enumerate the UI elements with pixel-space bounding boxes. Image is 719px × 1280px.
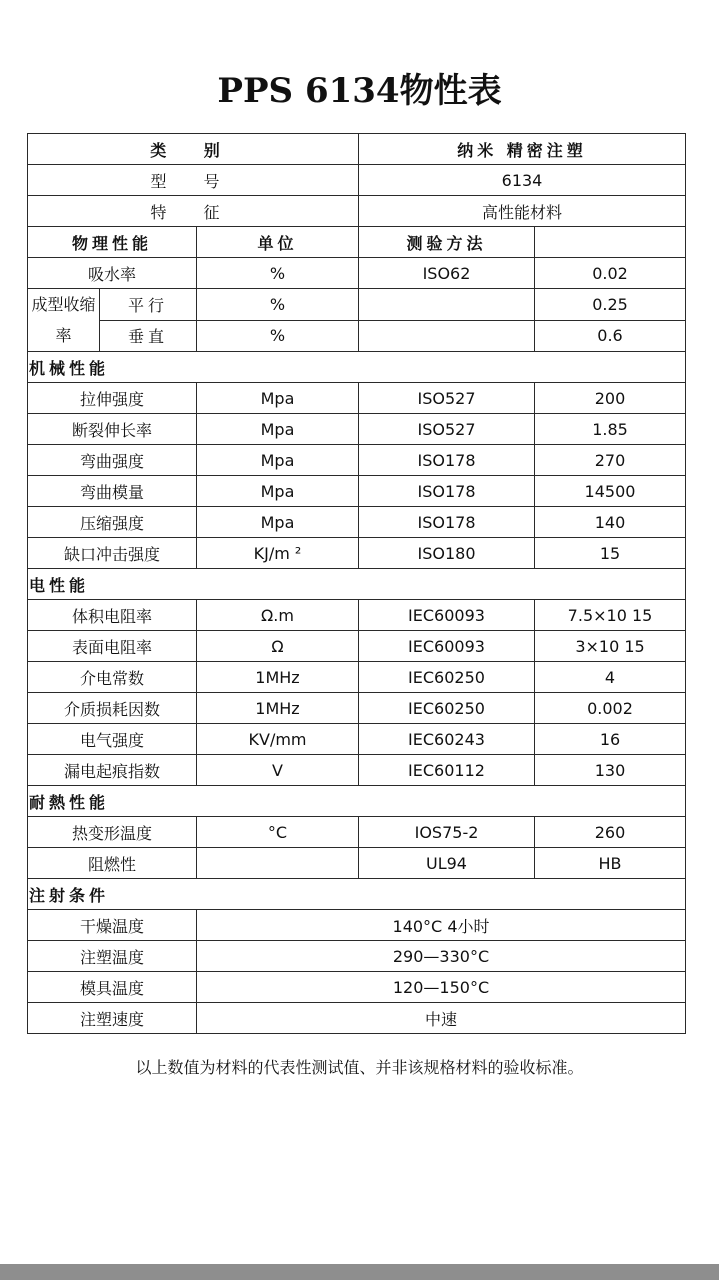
property-name: 拉伸强度: [28, 383, 197, 414]
property-name: 弯曲模量: [28, 476, 197, 507]
property-method: ISO62: [359, 258, 535, 289]
property-value: 200: [535, 383, 686, 414]
property-unit: KJ/m ²: [197, 538, 359, 569]
method-column-header: 测验方法: [359, 227, 535, 258]
table-row: [28, 445, 686, 476]
property-value: 0.002: [535, 693, 686, 724]
table-row: [28, 693, 686, 724]
property-name: 平行: [100, 289, 197, 321]
property-name: 弯曲强度: [28, 445, 197, 476]
table-row: [28, 258, 686, 289]
table-row: [28, 476, 686, 507]
property-value: HB: [535, 848, 686, 879]
table-row: [28, 631, 686, 662]
category-value: 纳米 精密注塑: [359, 134, 686, 165]
bottom-scroll-bar: [0, 1264, 719, 1280]
physical-section-label: 物理性能: [28, 227, 197, 258]
property-method: ISO180: [359, 538, 535, 569]
section-row: [28, 786, 686, 817]
property-value: 260: [535, 817, 686, 848]
section-row: [28, 352, 686, 383]
property-method: IEC60093: [359, 600, 535, 631]
property-method: ISO527: [359, 414, 535, 445]
property-name: 垂直: [100, 320, 197, 352]
table-row: [28, 817, 686, 848]
value-column-header: [535, 227, 686, 258]
condition-value: 140°C 4小时: [197, 910, 686, 941]
condition-name: 注塑速度: [28, 1003, 197, 1034]
property-name: 介电常数: [28, 662, 197, 693]
feature-row: [28, 196, 686, 227]
property-method: ISO178: [359, 476, 535, 507]
table-row: [28, 414, 686, 445]
table-row: [28, 755, 686, 786]
property-unit: 1MHz: [197, 693, 359, 724]
table-row: [28, 724, 686, 755]
table-row: [28, 941, 686, 972]
property-unit: Mpa: [197, 445, 359, 476]
property-name: 缺口冲击强度: [28, 538, 197, 569]
feature-value: 高性能材料: [359, 196, 686, 227]
property-name: 介质损耗因数: [28, 693, 197, 724]
property-name: 压缩强度: [28, 507, 197, 538]
model-label: 型 号: [28, 165, 359, 196]
table-row: [28, 538, 686, 569]
property-unit: %: [197, 320, 359, 352]
feature-label: 特 征: [28, 196, 359, 227]
property-value: 16: [535, 724, 686, 755]
property-value: 4: [535, 662, 686, 693]
property-method: IEC60250: [359, 662, 535, 693]
section-row: [28, 569, 686, 600]
table-row: [28, 848, 686, 879]
condition-value: 中速: [197, 1003, 686, 1034]
property-unit: Mpa: [197, 383, 359, 414]
property-name: 阻燃性: [28, 848, 197, 879]
condition-value: 120—150°C: [197, 972, 686, 1003]
condition-name: 模具温度: [28, 972, 197, 1003]
shrinkage-label-top: 成型收缩: [31, 295, 96, 314]
property-unit: Mpa: [197, 507, 359, 538]
property-value: 1.85: [535, 414, 686, 445]
property-method: UL94: [359, 848, 535, 879]
property-name: 电气强度: [28, 724, 197, 755]
property-name: 体积电阻率: [28, 600, 197, 631]
condition-name: 注塑温度: [28, 941, 197, 972]
property-name: 断裂伸长率: [28, 414, 197, 445]
property-value: 15: [535, 538, 686, 569]
property-value: 130: [535, 755, 686, 786]
property-unit: Mpa: [197, 476, 359, 507]
category-row: [28, 134, 686, 165]
condition-name: 干燥温度: [28, 910, 197, 941]
property-value: 7.5×10 15: [535, 600, 686, 631]
property-unit: V: [197, 755, 359, 786]
property-name: 吸水率: [28, 258, 197, 289]
table-row: [28, 320, 686, 352]
property-name: 热变形温度: [28, 817, 197, 848]
disclaimer-note: 以上数值为材料的代表性测试值、并非该规格材料的验收标准。: [135, 1058, 584, 1077]
property-unit: KV/mm: [197, 724, 359, 755]
property-unit: 1MHz: [197, 662, 359, 693]
property-value: 0.6: [535, 320, 686, 352]
property-unit: Ω: [197, 631, 359, 662]
property-method: ISO178: [359, 507, 535, 538]
table-row: [28, 910, 686, 941]
mechanical-section-label: 机械性能: [28, 352, 686, 383]
shrinkage-label-bottom: 率: [55, 326, 72, 345]
property-method: [359, 289, 535, 321]
property-value: 0.25: [535, 289, 686, 321]
property-unit: °C: [197, 817, 359, 848]
electrical-section-label: 电性能: [28, 569, 686, 600]
section-row: [28, 879, 686, 910]
property-method: IEC60243: [359, 724, 535, 755]
unit-column-header: 单位: [197, 227, 359, 258]
condition-value: 290—330°C: [197, 941, 686, 972]
property-unit: [197, 848, 359, 879]
property-unit: %: [197, 289, 359, 321]
model-value: 6134: [359, 165, 686, 196]
table-row: [28, 289, 686, 321]
property-method: IEC60112: [359, 755, 535, 786]
table-row: [28, 600, 686, 631]
property-method: ISO178: [359, 445, 535, 476]
property-value: 0.02: [535, 258, 686, 289]
property-unit: Mpa: [197, 414, 359, 445]
property-method: IEC60093: [359, 631, 535, 662]
property-unit: Ω.m: [197, 600, 359, 631]
property-name: 表面电阻率: [28, 631, 197, 662]
property-value: 270: [535, 445, 686, 476]
property-method: ISO527: [359, 383, 535, 414]
table-row: [28, 1003, 686, 1034]
property-name: 漏电起痕指数: [28, 755, 197, 786]
property-value: 3×10 15: [535, 631, 686, 662]
property-method: IEC60250: [359, 693, 535, 724]
property-unit: %: [197, 258, 359, 289]
shrinkage-label: [28, 289, 100, 352]
property-method: [359, 320, 535, 352]
page-title: PPS 6134物性表: [217, 71, 502, 111]
category-label: 类 别: [28, 134, 359, 165]
table-row: [28, 972, 686, 1003]
table-row: [28, 507, 686, 538]
table-row: [28, 383, 686, 414]
model-row: [28, 165, 686, 196]
property-value: 14500: [535, 476, 686, 507]
table-row: [28, 662, 686, 693]
injection-section-label: 注射条件: [28, 879, 686, 910]
properties-table: [27, 133, 686, 1034]
property-method: IOS75-2: [359, 817, 535, 848]
property-value: 140: [535, 507, 686, 538]
physical-header-row: [28, 227, 686, 258]
thermal-section-label: 耐熱性能: [28, 786, 686, 817]
